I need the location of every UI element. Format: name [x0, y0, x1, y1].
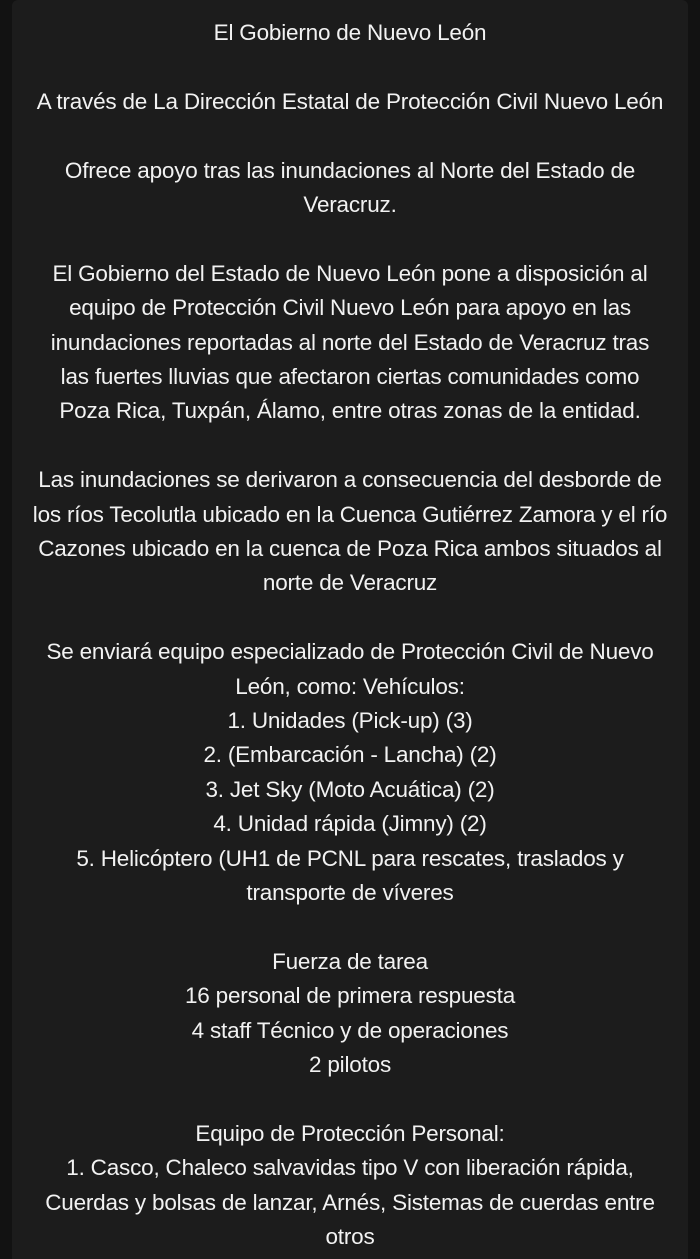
task-force-item: 2 pilotos — [308, 1052, 391, 1078]
ppe-heading: Equipo de Protección Personal: — [195, 1120, 505, 1146]
paragraph-2-line: Cazones ubicado en la cuenca de Poza Rica ambos situados al — [38, 536, 662, 562]
story-text-block — [0, 16, 700, 1255]
story-title: El Gobierno de Nuevo León — [213, 20, 487, 45]
ppe-line: 1. Casco, Chaleco salvavidas tipo V con liberación rápida, — [66, 1155, 634, 1181]
vehicle-list-item: 2. (Embarcación - Lancha) (2) — [203, 742, 497, 768]
paragraph-2-line: los ríos Tecolutla ubicado en la Cuenca Gutiérrez Zamora y el río — [32, 501, 668, 527]
headline-line: Ofrece apoyo tras las inundaciones al Norte del Estado de — [64, 157, 636, 183]
story-via-line: A través de La Dirección Estatal de Protección Civil Nuevo León — [36, 88, 664, 114]
blank-line — [0, 1083, 700, 1117]
paragraph-2-line: Las inundaciones se derivaron a consecuencia del desborde de — [38, 467, 662, 493]
paragraph-1-line: las fuertes lluvias que afectaron ciertas comunidades como — [60, 364, 640, 390]
paragraph-1-line: Poza Rica, Tuxpán, Álamo, entre otras zonas de la entidad. — [59, 398, 641, 424]
task-force-heading: Fuerza de tarea — [272, 948, 428, 974]
blank-line — [0, 429, 700, 463]
equipment-intro-line: León, como: Vehículos: — [235, 673, 465, 699]
vehicle-list-item: 4. Unidad rápida (Jimny) (2) — [213, 811, 487, 837]
vehicle-list-item: 5. Helicóptero (UH1 de PCNL para rescates, traslados y — [76, 845, 624, 871]
paragraph-1-line: equipo de Protección Civil Nuevo León para apoyo en las — [69, 295, 631, 321]
blank-line — [0, 119, 700, 153]
ppe-line: Cuerdas y bolsas de lanzar, Arnés, Sistemas de cuerdas entre — [45, 1189, 655, 1215]
paragraph-1-line: El Gobierno del Estado de Nuevo León pone a disposición al — [52, 260, 648, 286]
vehicle-list-item: 1. Unidades (Pick-up) (3) — [227, 708, 473, 734]
vehicle-list-item: transporte de víveres — [246, 880, 454, 906]
headline-line: Veracruz. — [303, 192, 397, 217]
task-force-item: 16 personal de primera respuesta — [184, 983, 516, 1009]
blank-line — [0, 910, 700, 944]
paragraph-1-line: inundaciones reportadas al norte del Estado de Veracruz tras — [50, 329, 650, 355]
blank-line — [0, 601, 700, 635]
blank-line — [0, 222, 700, 256]
vehicle-list-item: 3. Jet Sky (Moto Acuática) (2) — [205, 776, 495, 802]
paragraph-2-line: norte de Veracruz — [262, 570, 438, 596]
ppe-line: otros — [325, 1224, 375, 1250]
task-force-item: 4 staff Técnico y de operaciones — [191, 1017, 509, 1043]
blank-line — [0, 50, 700, 84]
equipment-intro-line: Se enviará equipo especializado de Protección Civil de Nuevo — [46, 639, 654, 665]
